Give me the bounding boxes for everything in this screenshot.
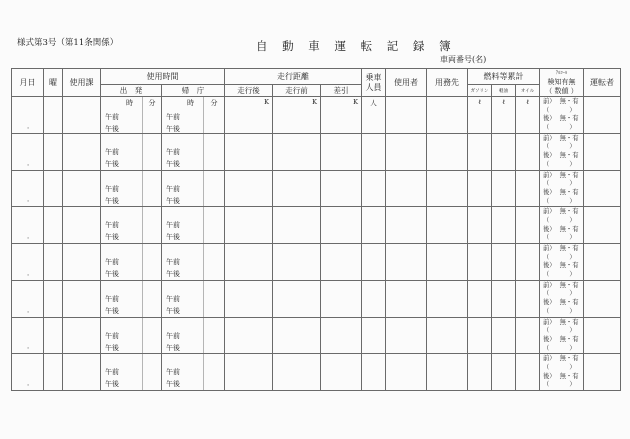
- diesel-cell[interactable]: [492, 244, 516, 281]
- user-cell[interactable]: [386, 207, 427, 244]
- date-cell[interactable]: ．: [12, 317, 44, 354]
- alcohol-check-cell[interactable]: 前） 無・有 （ ） 後） 無・有 （ ）: [540, 354, 584, 391]
- destination-cell[interactable]: [427, 133, 468, 170]
- table-row: [12, 133, 621, 170]
- col-usage-time: 使用時間: [101, 69, 225, 85]
- distance-diff-cell[interactable]: [321, 280, 362, 317]
- destination-cell[interactable]: [427, 207, 468, 244]
- odometer-before-cell[interactable]: [273, 207, 321, 244]
- odometer-before-cell[interactable]: K: [273, 97, 321, 134]
- driving-log-table: [11, 68, 621, 391]
- col-user: 使用者: [386, 69, 427, 97]
- odometer-before-cell[interactable]: [273, 244, 321, 281]
- alcohol-check-cell[interactable]: 前） 無・有 （ ） 後） 無・有 （ ）: [540, 317, 584, 354]
- oil-cell[interactable]: [516, 354, 540, 391]
- department-cell[interactable]: [63, 97, 101, 134]
- alcohol-check-cell[interactable]: 前） 無・有 （ ） 後） 無・有 （ ）: [540, 207, 584, 244]
- departure-minute-cell[interactable]: [143, 207, 162, 244]
- passengers-cell[interactable]: [362, 354, 386, 391]
- weekday-cell[interactable]: [44, 354, 63, 391]
- departure-hour-cell[interactable]: 午前 午後: [101, 207, 143, 244]
- oil-cell[interactable]: [516, 280, 540, 317]
- col-driver: 運転者: [584, 69, 621, 97]
- date-cell[interactable]: ．: [12, 244, 44, 281]
- odometer-before-cell[interactable]: [273, 133, 321, 170]
- passengers-cell[interactable]: [362, 317, 386, 354]
- department-cell[interactable]: [63, 280, 101, 317]
- gasoline-cell[interactable]: ℓ: [468, 97, 492, 134]
- col-diff: 差引: [321, 85, 362, 97]
- user-cell[interactable]: [386, 133, 427, 170]
- return-minute-cell[interactable]: [204, 317, 225, 354]
- return-minute-cell[interactable]: [204, 354, 225, 391]
- return-minute-cell[interactable]: 分: [204, 97, 225, 134]
- return-hour-cell[interactable]: 午前 午後: [162, 244, 204, 281]
- col-weekday: 曜: [44, 69, 63, 97]
- departure-hour-cell[interactable]: 午前 午後: [101, 170, 143, 207]
- alcohol-check-cell[interactable]: 前） 無・有 （ ） 後） 無・有 （ ）: [540, 97, 584, 134]
- driver-cell[interactable]: [584, 170, 621, 207]
- diesel-cell[interactable]: [492, 317, 516, 354]
- driver-cell[interactable]: [584, 244, 621, 281]
- alcohol-check-cell[interactable]: 前） 無・有 （ ） 後） 無・有 （ ）: [540, 133, 584, 170]
- destination-cell[interactable]: [427, 354, 468, 391]
- table-row: [12, 317, 621, 354]
- col-before: 走行前: [273, 85, 321, 97]
- return-hour-cell[interactable]: 午前 午後: [162, 207, 204, 244]
- odometer-after-cell[interactable]: K: [225, 97, 273, 134]
- table-row: [12, 170, 621, 207]
- destination-cell[interactable]: [427, 280, 468, 317]
- date-cell[interactable]: ．: [12, 207, 44, 244]
- return-hour-cell[interactable]: 時 午前 午後: [162, 97, 204, 134]
- oil-cell[interactable]: [516, 207, 540, 244]
- passengers-cell[interactable]: [362, 207, 386, 244]
- return-hour-cell[interactable]: 午前 午後: [162, 317, 204, 354]
- diesel-cell[interactable]: [492, 280, 516, 317]
- diesel-cell[interactable]: [492, 133, 516, 170]
- departure-minute-cell[interactable]: [143, 170, 162, 207]
- col-oil: オイル: [516, 85, 540, 97]
- weekday-cell[interactable]: [44, 97, 63, 134]
- weekday-cell[interactable]: [44, 133, 63, 170]
- driver-cell[interactable]: [584, 133, 621, 170]
- distance-diff-cell[interactable]: K: [321, 97, 362, 134]
- destination-cell[interactable]: [427, 244, 468, 281]
- return-hour-cell[interactable]: 午前 午後: [162, 133, 204, 170]
- diesel-cell[interactable]: [492, 170, 516, 207]
- col-fuel: 燃料等累計: [468, 69, 540, 85]
- odometer-after-cell[interactable]: [225, 244, 273, 281]
- diesel-cell[interactable]: ℓ: [492, 97, 516, 134]
- departure-hour-cell[interactable]: 午前 午後: [101, 133, 143, 170]
- return-minute-cell[interactable]: [204, 244, 225, 281]
- gasoline-cell[interactable]: [468, 354, 492, 391]
- driver-cell[interactable]: [584, 354, 621, 391]
- date-cell[interactable]: ．: [12, 170, 44, 207]
- return-minute-cell[interactable]: [204, 133, 225, 170]
- col-gasoline: ガソリン: [468, 85, 492, 97]
- table-row: [12, 207, 621, 244]
- page-title: 自 動 車 運 転 記 録 簿: [256, 39, 457, 53]
- gasoline-cell[interactable]: [468, 244, 492, 281]
- col-return: 帰 庁: [162, 85, 225, 97]
- return-minute-cell[interactable]: [204, 207, 225, 244]
- form-id: 様式第3号（第11条関係）: [17, 38, 119, 48]
- weekday-cell[interactable]: [44, 280, 63, 317]
- passengers-cell[interactable]: [362, 133, 386, 170]
- departure-minute-cell[interactable]: [143, 280, 162, 317]
- weekday-cell[interactable]: [44, 244, 63, 281]
- date-cell[interactable]: ．: [12, 97, 44, 134]
- gasoline-cell[interactable]: [468, 170, 492, 207]
- destination-cell[interactable]: [427, 317, 468, 354]
- odometer-before-cell[interactable]: [273, 280, 321, 317]
- distance-diff-cell[interactable]: [321, 170, 362, 207]
- table-row: [12, 244, 621, 281]
- table-row: [12, 280, 621, 317]
- department-cell[interactable]: [63, 207, 101, 244]
- diesel-cell[interactable]: [492, 207, 516, 244]
- departure-hour-cell[interactable]: 午前 午後: [101, 280, 143, 317]
- destination-cell[interactable]: [427, 170, 468, 207]
- alcohol-check-cell[interactable]: 前） 無・有 （ ） 後） 無・有 （ ）: [540, 280, 584, 317]
- date-cell[interactable]: ．: [12, 354, 44, 391]
- oil-cell[interactable]: [516, 317, 540, 354]
- gasoline-cell[interactable]: [468, 317, 492, 354]
- diesel-cell[interactable]: [492, 354, 516, 391]
- odometer-after-cell[interactable]: [225, 354, 273, 391]
- weekday-cell[interactable]: [44, 207, 63, 244]
- driver-cell[interactable]: [584, 97, 621, 134]
- departure-minute-cell[interactable]: [143, 244, 162, 281]
- oil-cell[interactable]: [516, 244, 540, 281]
- odometer-after-cell[interactable]: [225, 170, 273, 207]
- distance-diff-cell[interactable]: [321, 207, 362, 244]
- driver-cell[interactable]: [584, 317, 621, 354]
- odometer-before-cell[interactable]: [273, 317, 321, 354]
- department-cell[interactable]: [63, 170, 101, 207]
- table-row: [12, 354, 621, 391]
- user-cell[interactable]: [386, 97, 427, 134]
- return-hour-cell[interactable]: 午前 午後: [162, 280, 204, 317]
- oil-cell[interactable]: ℓ: [516, 97, 540, 134]
- col-departure: 出 発: [101, 85, 162, 97]
- gasoline-cell[interactable]: [468, 280, 492, 317]
- odometer-after-cell[interactable]: [225, 207, 273, 244]
- weekday-cell[interactable]: [44, 317, 63, 354]
- department-cell[interactable]: [63, 354, 101, 391]
- driver-cell[interactable]: [584, 207, 621, 244]
- weekday-cell[interactable]: [44, 170, 63, 207]
- gasoline-cell[interactable]: [468, 133, 492, 170]
- departure-hour-cell[interactable]: 午前 午後: [101, 354, 143, 391]
- oil-cell[interactable]: [516, 133, 540, 170]
- table-row: [12, 97, 621, 134]
- departure-minute-cell[interactable]: [143, 133, 162, 170]
- odometer-after-cell[interactable]: [225, 280, 273, 317]
- user-cell[interactable]: [386, 317, 427, 354]
- col-distance: 走行距離: [225, 69, 362, 85]
- alcohol-check-cell[interactable]: 前） 無・有 （ ） 後） 無・有 （ ）: [540, 170, 584, 207]
- driver-cell[interactable]: [584, 280, 621, 317]
- user-cell[interactable]: [386, 280, 427, 317]
- odometer-before-cell[interactable]: [273, 170, 321, 207]
- odometer-after-cell[interactable]: [225, 317, 273, 354]
- return-hour-cell[interactable]: 午前 午後: [162, 170, 204, 207]
- date-cell[interactable]: ．: [12, 280, 44, 317]
- alcohol-check-cell[interactable]: 前） 無・有 （ ） 後） 無・有 （ ）: [540, 244, 584, 281]
- odometer-before-cell[interactable]: [273, 354, 321, 391]
- distance-diff-cell[interactable]: [321, 317, 362, 354]
- passengers-cell[interactable]: [362, 244, 386, 281]
- passengers-cell[interactable]: [362, 170, 386, 207]
- user-cell[interactable]: [386, 354, 427, 391]
- oil-cell[interactable]: [516, 170, 540, 207]
- vehicle-number-label: 車両番号(名): [440, 55, 487, 64]
- user-cell[interactable]: [386, 244, 427, 281]
- return-hour-cell[interactable]: 午前 午後: [162, 354, 204, 391]
- distance-diff-cell[interactable]: [321, 244, 362, 281]
- passengers-cell[interactable]: 人: [362, 97, 386, 134]
- gasoline-cell[interactable]: [468, 207, 492, 244]
- departure-hour-cell[interactable]: 午前 午後: [101, 244, 143, 281]
- departure-hour-cell[interactable]: 時 午前 午後: [101, 97, 143, 134]
- departure-hour-cell[interactable]: 午前 午後: [101, 317, 143, 354]
- col-alcohol: ｱﾙｺｰﾙ 検知有無 （ 数値 ）: [540, 69, 584, 97]
- user-cell[interactable]: [386, 170, 427, 207]
- col-destination: 用務先: [427, 69, 468, 97]
- department-cell[interactable]: [63, 133, 101, 170]
- return-minute-cell[interactable]: [204, 170, 225, 207]
- passengers-cell[interactable]: [362, 280, 386, 317]
- departure-minute-cell[interactable]: 分: [143, 97, 162, 134]
- odometer-after-cell[interactable]: [225, 133, 273, 170]
- department-cell[interactable]: [63, 317, 101, 354]
- department-cell[interactable]: [63, 244, 101, 281]
- distance-diff-cell[interactable]: [321, 133, 362, 170]
- col-department: 使用課: [63, 69, 101, 97]
- distance-diff-cell[interactable]: [321, 354, 362, 391]
- return-minute-cell[interactable]: [204, 280, 225, 317]
- col-passengers: 乗車人員: [362, 69, 386, 97]
- col-diesel: 軽油: [492, 85, 516, 97]
- destination-cell[interactable]: [427, 97, 468, 134]
- col-after: 走行後: [225, 85, 273, 97]
- col-date: 月日: [12, 69, 44, 97]
- departure-minute-cell[interactable]: [143, 317, 162, 354]
- departure-minute-cell[interactable]: [143, 354, 162, 391]
- date-cell[interactable]: ．: [12, 133, 44, 170]
- alcohol-small-label: ｱﾙｺｰﾙ: [555, 71, 568, 76]
